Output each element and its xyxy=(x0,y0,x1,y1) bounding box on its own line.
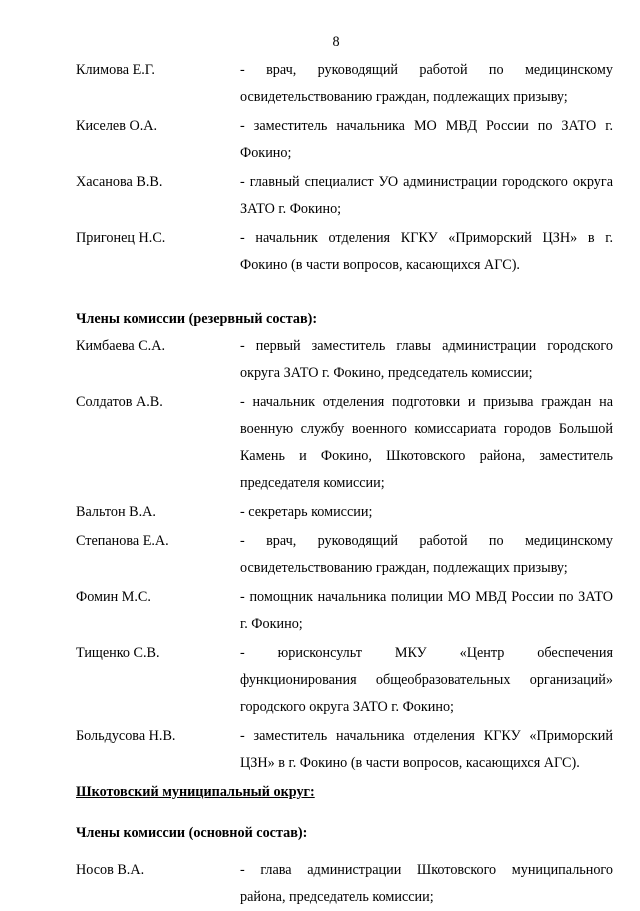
member-role: - начальник отделения КГКУ «Приморский ЦЗН» в г. Фокино (в части вопросов, касающихся АГС). xyxy=(240,230,613,273)
member-name: Тищенко С.В. xyxy=(76,645,160,661)
member-entry xyxy=(76,857,613,911)
member-entry xyxy=(76,169,613,223)
member-name: Вальтон В.А. xyxy=(76,504,156,520)
member-entry xyxy=(76,333,613,387)
member-role: - секретарь комиссии; xyxy=(240,504,373,520)
member-name: Кимбаева С.А. xyxy=(76,338,166,354)
member-name: Носов В.А. xyxy=(76,862,145,878)
member-role: - начальник отделения подготовки и призыва граждан на военную службу военного комиссариата городов Большой Камень и Фокино, Шкотовского района, заместитель председателя комиссии; xyxy=(240,394,613,491)
member-role: - юрисконсульт МКУ «Центр обеспечения функционирования общеобразовательных организаций» городского округа ЗАТО г. Фокино; xyxy=(240,645,613,715)
member-entry xyxy=(76,640,613,721)
reserve-section-heading: Члены комиссии (резервный состав): xyxy=(76,311,318,327)
member-entry xyxy=(76,528,613,582)
district-heading: Шкотовский муниципальный округ: xyxy=(76,784,315,800)
member-list-continued xyxy=(76,57,613,279)
member-role: - врач, руководящий работой по медицинскому освидетельствованию граждан, подлежащих призыву; xyxy=(240,62,613,105)
member-name: Степанова Е.А. xyxy=(76,533,169,549)
member-entry xyxy=(76,584,613,638)
page-number: 8 xyxy=(332,34,340,50)
member-name: Солдатов А.В. xyxy=(76,394,163,410)
member-role: - заместитель начальника МО МВД России по ЗАТО г. Фокино; xyxy=(240,118,613,161)
member-name: Климова Е.Г. xyxy=(76,62,155,78)
member-name: Фомин М.С. xyxy=(76,589,151,605)
member-entry xyxy=(76,389,613,497)
member-role: - заместитель начальника отделения КГКУ «Приморский ЦЗН» в г. Фокино (в части вопросов, касающихся АГС). xyxy=(240,728,613,771)
member-entry xyxy=(76,225,613,279)
member-name: Пригонец Н.С. xyxy=(76,230,166,246)
document-body xyxy=(76,57,613,911)
member-entry xyxy=(76,499,613,526)
member-role: - главный специалист УО администрации городского округа ЗАТО г. Фокино; xyxy=(240,174,613,217)
member-entry xyxy=(76,723,613,777)
main-section-heading: Члены комиссии (основной состав): xyxy=(76,825,308,841)
member-name: Больдусова Н.В. xyxy=(76,728,176,744)
member-role: - врач, руководящий работой по медицинскому освидетельствованию граждан, подлежащих призыву; xyxy=(240,533,613,576)
member-entry xyxy=(76,57,613,111)
member-name: Киселев О.А. xyxy=(76,118,158,134)
member-role: - глава администрации Шкотовского муниципального района, председатель комиссии; xyxy=(240,862,613,905)
member-role: - первый заместитель главы администрации городского округа ЗАТО г. Фокино, председатель комиссии; xyxy=(240,338,613,381)
member-entry xyxy=(76,113,613,167)
member-name: Хасанова В.В. xyxy=(76,174,163,190)
main-member-list xyxy=(76,857,613,911)
member-role: - помощник начальника полиции МО МВД России по ЗАТО г. Фокино; xyxy=(240,589,613,632)
reserve-member-list xyxy=(76,333,613,777)
